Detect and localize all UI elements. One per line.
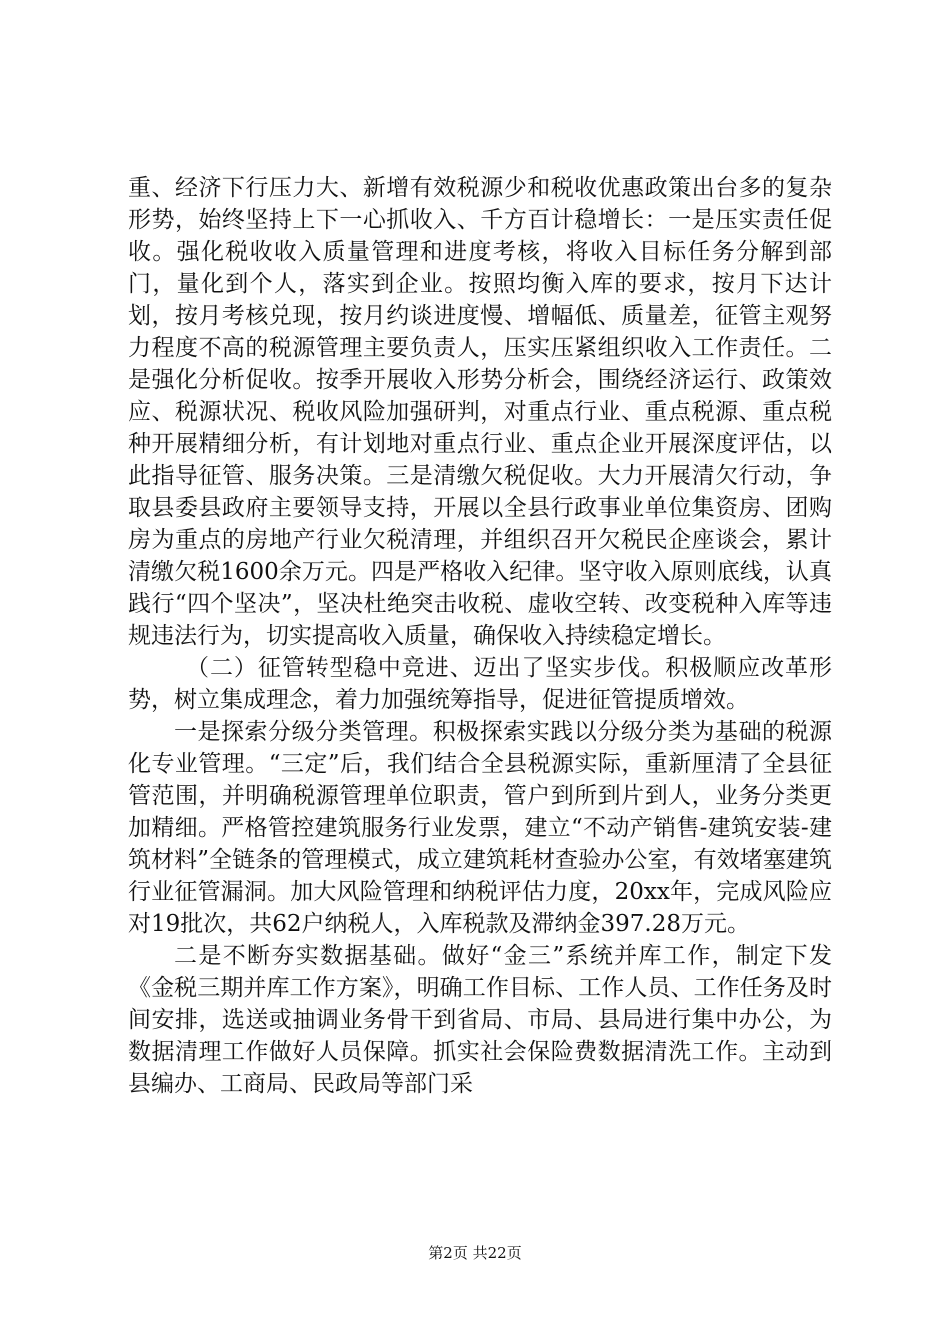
paragraph-item-one: 一是探索分级分类管理。积极探索实践以分级分类为基础的税源化专业管理。“三定”后，我们结合全县税源实际，重新厘清了全县征管范围，并明确税源管理单位职责，管户到所到片到人，业务分类更加精细。严格管控建筑服务行业发票，建立“不动产销售-建筑安装-建筑材料”全链条的管理模式，成立建筑耗材查验办公室，有效堵塞建筑行业征管漏洞。加大风险管理和纳税评估力度，20xx年，完成风险应对19批次，共62户纳税人，入库税款及滞纳金397.28万元。	[128, 719, 832, 937]
paragraph-item-two: 二是不断夯实数据基础。做好“金三”系统并库工作，制定下发《金税三期并库工作方案》，明确工作目标、工作人员、工作任务及时间安排，选送或抽调业务骨干到省局、市局、县局进行集中办公，为数据清理工作做好人员保障。抓实社会保险费数据清洗工作。主动到县编办、工商局、民政局等部门采	[128, 943, 832, 1097]
paragraph-continued: 重、经济下行压力大、新增有效税源少和税收优惠政策出台多的复杂形势，始终坚持上下一心抓收入、千方百计稳增长：一是压实责任促收。强化税收收入质量管理和进度考核，将收入目标任务分解到部门，量化到个人，落实到企业。按照均衡入库的要求，按月下达计划，按月考核兑现，按月约谈进度慢、增幅低、质量差，征管主观努力程度不高的税源管理主要负责人，压实压紧组织收入工作责任。二是强化分析促收。按季开展收入形势分析会，围绕经济运行、政策效应、税源状况、税收风险加强研判，对重点行业、重点税源、重点税种开展精细分析，有计划地对重点行业、重点企业开展深度评估，以此指导征管、服务决策。三是清缴欠税促收。大力开展清欠行动，争取县委县政府主要领导支持，开展以全县行政事业单位集资房、团购房为重点的房地产行业欠税清理，并组织召开欠税民企座谈会，累计清缴欠税1600余万元。四是严格收入纪律。坚守收入原则底线，认真践行“四个坚决”，坚决杜绝突击收税、虚收空转、改变税种入库等违规违法行为，切实提高收入质量，确保收入持续稳定增长。	[128, 175, 832, 649]
paragraph-section-two: （二）征管转型稳中竞进、迈出了坚实步伐。积极顺应改革形势，树立集成理念，着力加强统筹指导，促进征管提质增效。	[128, 655, 832, 713]
document-body	[128, 172, 832, 1100]
page-number-footer: 第2页 共22页	[428, 1244, 522, 1262]
